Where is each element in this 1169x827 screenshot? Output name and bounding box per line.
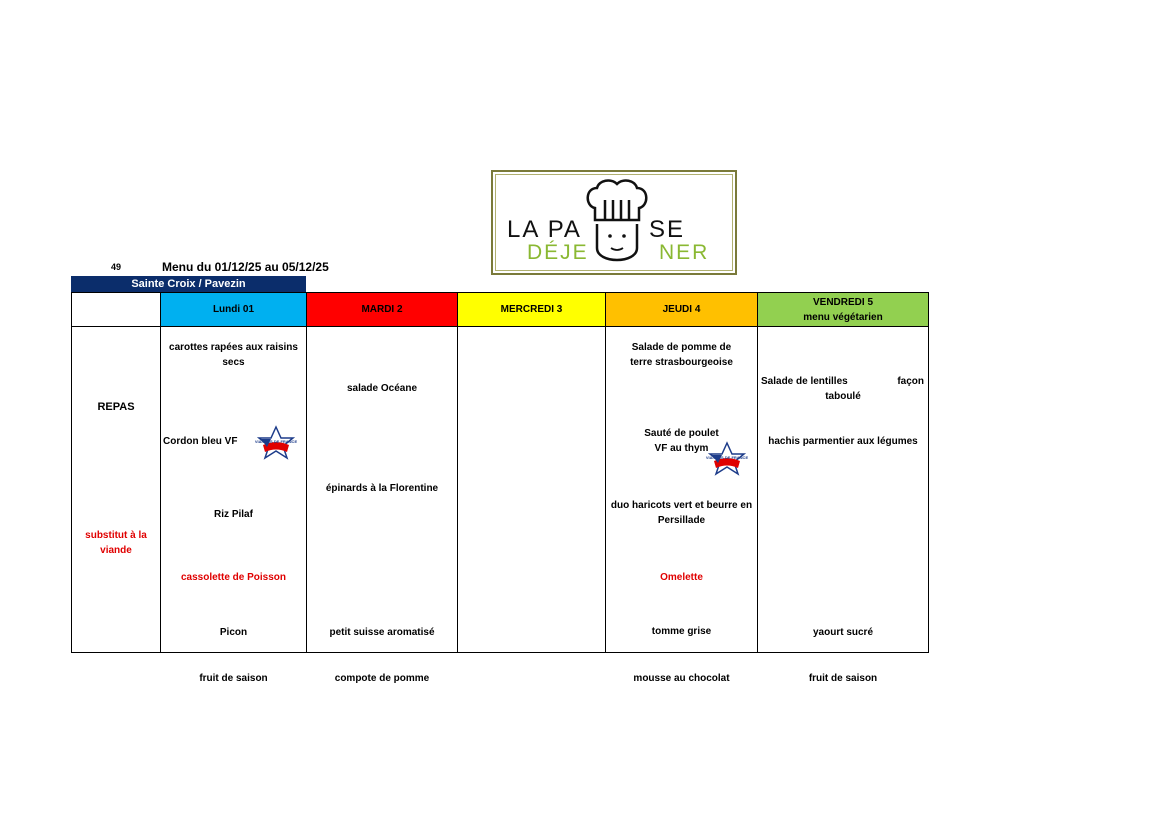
mardi-fromage: petit suisse aromatisé — [329, 627, 435, 638]
vendredi-fromage: yaourt sucré — [812, 627, 874, 638]
header-jeudi: JEUDI 4 — [606, 293, 758, 327]
mardi-dessert: compote de pomme — [334, 673, 430, 684]
col-jeudi — [606, 327, 758, 684]
col-mercredi — [458, 327, 606, 653]
week-number: 49 — [111, 262, 122, 272]
header-vendredi: VENDREDI 5 menu végétarien — [758, 293, 929, 327]
lundi-fromage: Picon — [219, 627, 248, 638]
logo: LA PA SE DÉJE NER — [491, 170, 737, 275]
col-lundi — [161, 327, 307, 684]
vendredi-dessert: fruit de saison — [808, 673, 878, 684]
vendredi-entree-a: Salade de lentilles — [761, 376, 848, 387]
mardi-entree: salade Océane — [346, 383, 418, 394]
svg-text:VIANDES DE FRANCE: VIANDES DE FRANCE — [254, 439, 298, 444]
jeudi-accompagnement: duo haricots vert et beurre en Persillade — [610, 500, 753, 526]
logo-line-2a: DÉJE — [527, 241, 589, 264]
svg-text:VIANDES DE FRANCE: VIANDES DE FRANCE — [705, 455, 749, 460]
jeudi-fromage: tomme grise — [651, 626, 712, 637]
lundi-plat: Cordon bleu VF — [163, 436, 238, 447]
label-repas: REPAS — [97, 401, 135, 413]
col-mardi — [307, 327, 458, 684]
chef-icon — [585, 178, 649, 270]
jeudi-dessert: mousse au chocolat — [633, 673, 730, 684]
header-lundi: Lundi 01 — [161, 293, 307, 327]
header-mercredi: MERCREDI 3 — [458, 293, 606, 327]
vendredi-plat: hachis parmentier aux légumes — [768, 436, 918, 447]
mardi-accompagnement: épinards à la Florentine — [325, 483, 439, 494]
lundi-accompagnement: Riz Pilaf — [214, 509, 253, 520]
jeudi-substitut: Omelette — [660, 572, 703, 583]
logo-line-2b: NER — [659, 241, 710, 264]
site-name: Sainte Croix / Pavezin — [71, 276, 306, 293]
header-mardi: MARDI 2 — [307, 293, 458, 327]
label-substitut: substitut à la viande — [85, 530, 147, 556]
col-vendredi — [758, 327, 929, 684]
row-labels — [72, 327, 161, 653]
vendredi-entree-b: façon — [897, 376, 924, 387]
page-title: Menu du 01/12/25 au 05/12/25 — [162, 260, 329, 274]
lundi-substitut: cassolette de Poisson — [180, 572, 287, 583]
vendredi-entree-c: taboulé — [825, 391, 861, 402]
menu-table — [71, 292, 929, 684]
viandes-de-france-icon — [705, 441, 749, 477]
lundi-entree: carottes rapées aux raisins secs — [169, 342, 298, 368]
header-empty — [72, 293, 161, 327]
jeudi-plat: Sauté de poulet VF au thym — [644, 428, 719, 454]
jeudi-entree: Salade de pomme de terre strasbourgeoise — [630, 342, 733, 368]
viandes-de-france-icon — [254, 425, 298, 461]
lundi-dessert: fruit de saison — [199, 673, 268, 684]
